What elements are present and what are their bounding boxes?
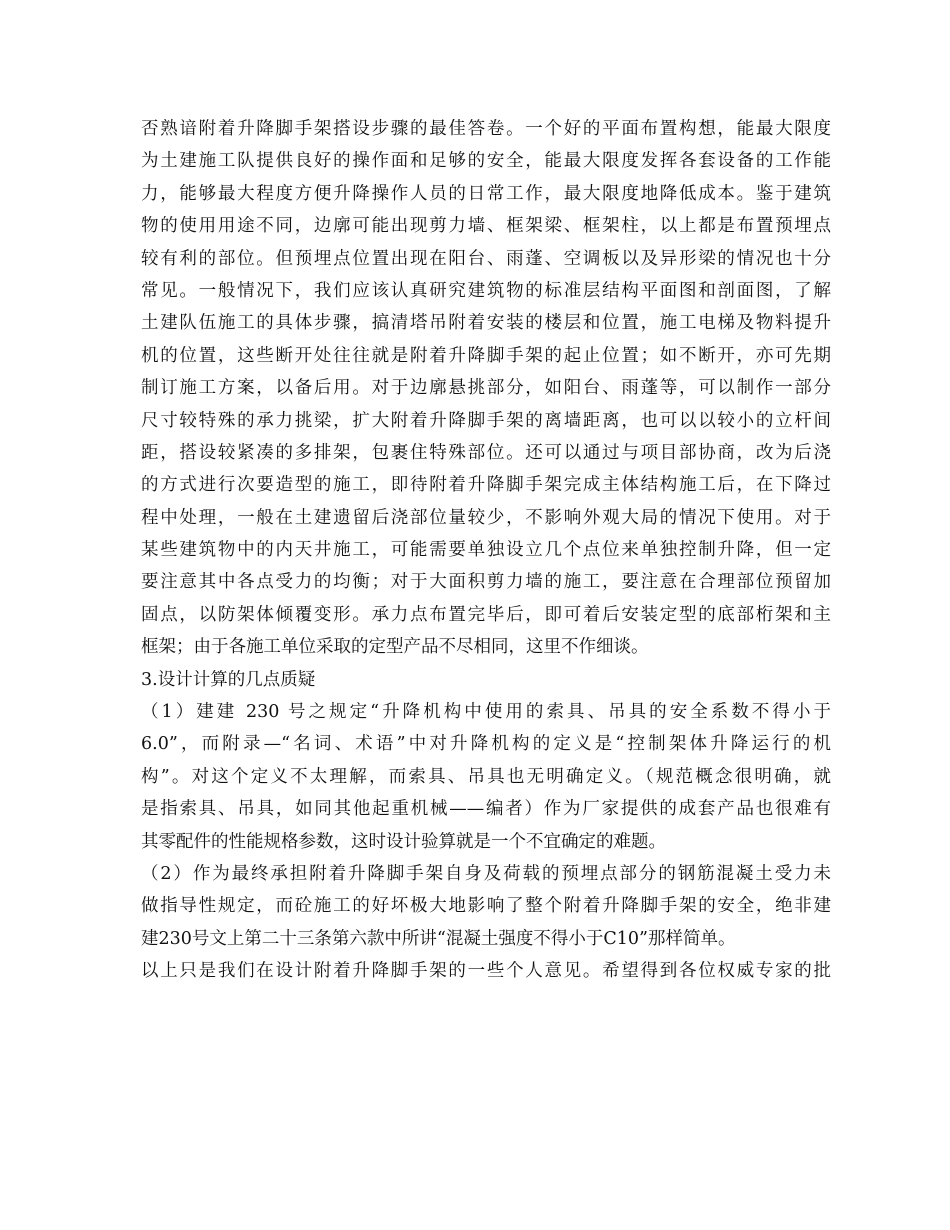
text-line: 土建队伍施工的具体步骤，搞清塔吊附着安装的楼层和位置，施工电梯及物料提升 bbox=[141, 313, 831, 334]
text-line: 建230号文上第二十三条第六款中所讲“混凝土强度不得小于C10”那样简单。 bbox=[141, 928, 736, 949]
text-line: 尺寸较特殊的承力挑梁，扩大附着升降脚手架的离墙距离，也可以以较小的立杆间 bbox=[141, 410, 831, 431]
text-line: 程中处理，一般在土建遗留后浇部位量较少，不影响外观大局的情况下使用。对于 bbox=[141, 507, 831, 528]
text-line: 常见。一般情况下，我们应该认真研究建筑物的标准层结构平面图和剖面图，了解 bbox=[141, 280, 831, 301]
text-line: 构”。对这个定义不太理解，而索具、吊具也无明确定义。（规范概念很明确，就 bbox=[141, 766, 831, 787]
text-line: 的方式进行次要造型的施工，即待附着升降脚手架完成主体结构施工后，在下降过 bbox=[141, 475, 831, 496]
text-line: 其零配件的性能规格参数，这时设计验算就是一个不宜确定的难题。 bbox=[141, 831, 666, 852]
text-line: （2）作为最终承担附着升降脚手架自身及荷载的预埋点部分的钢筋混凝土受力未 bbox=[141, 863, 831, 884]
text-line: 物的使用用途不同，边廓可能出现剪力墙、框架梁、框架柱，以上都是布置预埋点 bbox=[141, 216, 831, 237]
text-line: 6.0”，而附录—“名词、术语”中对升降机构的定义是“控制架体升降运行的机 bbox=[141, 734, 831, 755]
text-line: 力，能够最大程度方便升降操作人员的日常工作，最大限度地降低成本。鉴于建筑 bbox=[141, 183, 831, 204]
body-text bbox=[141, 113, 831, 988]
text-line: 要注意其中各点受力的均衡；对于大面积剪力墙的施工，要注意在合理部位预留加 bbox=[141, 572, 831, 593]
section-heading: 3.设计计算的几点质疑 bbox=[141, 669, 316, 690]
text-line: 是指索具、吊具，如同其他起重机械——编者）作为厂家提供的成套产品也很难有 bbox=[141, 799, 831, 820]
text-line: 某些建筑物中的内天井施工，可能需要单独设立几个点位来单独控制升降，但一定 bbox=[141, 540, 831, 561]
text-line: 机的位置，这些断开处往往就是附着升降脚手架的起止位置；如不断开，亦可先期 bbox=[141, 345, 831, 366]
text-line: 制订施工方案，以备后用。对于边廓悬挑部分，如阳台、雨蓬等，可以制作一部分 bbox=[141, 378, 831, 399]
text-line: 以上只是我们在设计附着升降脚手架的一些个人意见。希望得到各位权威专家的批 bbox=[141, 961, 831, 982]
text-line: 距，搭设较紧凑的多排架，包裹住特殊部位。还可以通过与项目部协商，改为后浇 bbox=[141, 442, 831, 463]
text-line: （1）建建 230 号之规定“升降机构中使用的索具、吊具的安全系数不得小于 bbox=[141, 702, 831, 723]
text-line: 框架；由于各施工单位采取的定型产品不尽相同，这里不作细谈。 bbox=[141, 637, 649, 658]
text-line: 做指导性规定，而砼施工的好坏极大地影响了整个附着升降脚手架的安全，绝非建 bbox=[141, 896, 831, 917]
text-line: 否熟谙附着升降脚手架搭设步骤的最佳答卷。一个好的平面布置构想，能最大限度 bbox=[141, 119, 831, 139]
text-line: 为土建施工队提供良好的操作面和足够的安全，能最大限度发挥各套设备的工作能 bbox=[141, 151, 831, 172]
text-line: 较有利的部位。但预埋点位置出现在阳台、雨蓬、空调板以及异形梁的情况也十分 bbox=[141, 248, 831, 269]
text-line: 固点，以防架体倾覆变形。承力点布置完毕后，即可着后安装定型的底部桁架和主 bbox=[141, 604, 831, 625]
